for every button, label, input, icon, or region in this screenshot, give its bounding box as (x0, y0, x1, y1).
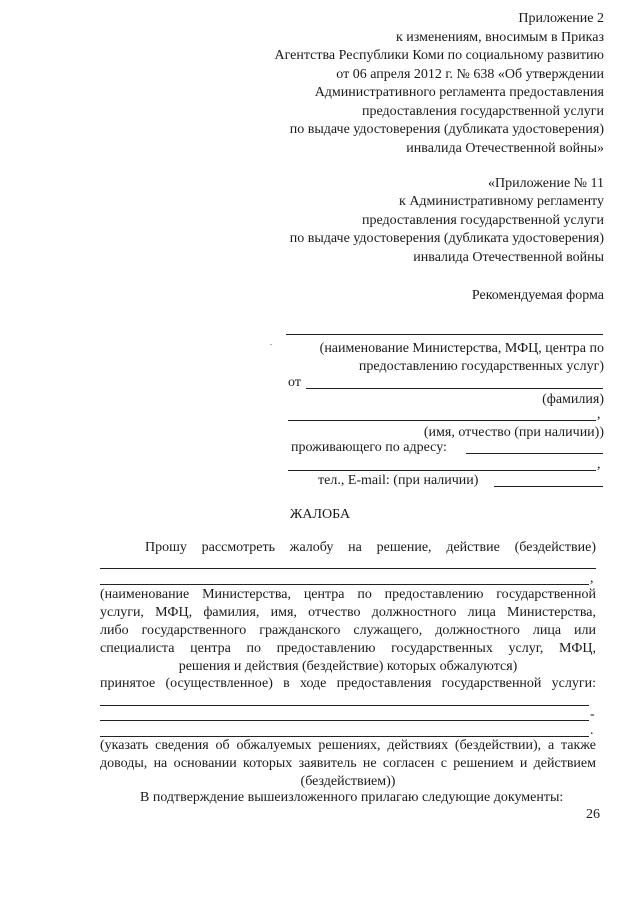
header-line: инвалида Отечественной войны» (406, 141, 604, 156)
line-end-dot: . (590, 723, 594, 738)
page-number: 26 (586, 807, 600, 822)
from-line (306, 388, 603, 389)
surname-caption: (фамилия) (542, 392, 604, 407)
request-fill-line (100, 568, 596, 569)
address-line (466, 453, 603, 454)
comma: , (590, 571, 594, 586)
name-caption: (имя, отчество (при наличии)) (423, 425, 604, 440)
comma: , (597, 407, 601, 422)
attachments-line: В подтверждение вышеизложенного прилагаю следующие документы: (140, 790, 564, 805)
details-caption: (указать сведения об обжалуемых решениях, действиях (бездействии), а также (100, 738, 596, 753)
official-caption: услуги, МФЦ, фамилия, имя, отчество должностного лица Министерства, (100, 605, 596, 620)
org-caption: предоставлению государственных услуг) (358, 359, 604, 374)
comma: , (597, 457, 601, 472)
appendix-line: предоставления государственной услуги (362, 213, 604, 228)
line-end-dash: - (590, 707, 595, 722)
request-fill-line-2 (100, 584, 589, 585)
contacts-line (494, 486, 603, 487)
details-fill-line-2 (100, 720, 589, 721)
name-line (288, 420, 596, 421)
request-line: Прошу рассмотреть жалобу на решение, действие (бездействие) (145, 540, 596, 555)
contacts-label: тел., E-mail: (при наличии) (318, 473, 479, 488)
official-caption: либо государственного гражданского служащего, должностного лица или (100, 623, 596, 638)
address-line-2 (288, 470, 596, 471)
official-caption: решения и действия (бездействие) которых обжалуются) (178, 659, 518, 674)
official-caption: (наименование Министерства, центра по предоставлению государственной (100, 587, 596, 602)
appendix-line: по выдаче удостоверения (дубликата удостоверения) (289, 231, 604, 246)
appendix-line: «Приложение № 11 (488, 176, 604, 191)
address-label: проживающего по адресу: (291, 440, 447, 455)
header-line: Агентства Республики Коми по социальному развитию (274, 48, 604, 63)
official-caption: специалиста центра по предоставлению государственных услуг, МФЦ, (100, 641, 596, 656)
org-caption: (наименование Министерства, МФЦ, центра по (319, 341, 604, 356)
header-line: по выдаче удостоверения (дубликата удостоверения) (289, 122, 604, 137)
appendix-line: к Административному регламенту (399, 194, 604, 209)
appendix-line: инвалида Отечественной войны (413, 250, 604, 265)
details-caption: (бездействием)) (300, 774, 396, 789)
accepted-line: принятое (осуществленное) в ходе предоставления государственной услуги: (100, 676, 596, 691)
complaint-title: ЖАЛОБА (289, 507, 351, 522)
org-name-line (286, 334, 603, 335)
header-line: Приложение 2 (518, 11, 604, 26)
details-caption: доводы, на основании которых заявитель не согласен с решением и действием (100, 756, 596, 771)
header-line: к изменениям, вносимым в Приказ (395, 30, 604, 45)
from-label: от (288, 375, 301, 390)
header-line: Административного регламента предоставления (314, 85, 604, 100)
margin-dot: . (270, 338, 272, 347)
header-line: предоставления государственной услуги (362, 104, 604, 119)
recommended-form-label: Рекомендуемая форма (471, 288, 604, 303)
header-line: от 06 апреля 2012 г. № 638 «Об утверждении (336, 67, 604, 82)
details-fill-line (100, 705, 589, 706)
